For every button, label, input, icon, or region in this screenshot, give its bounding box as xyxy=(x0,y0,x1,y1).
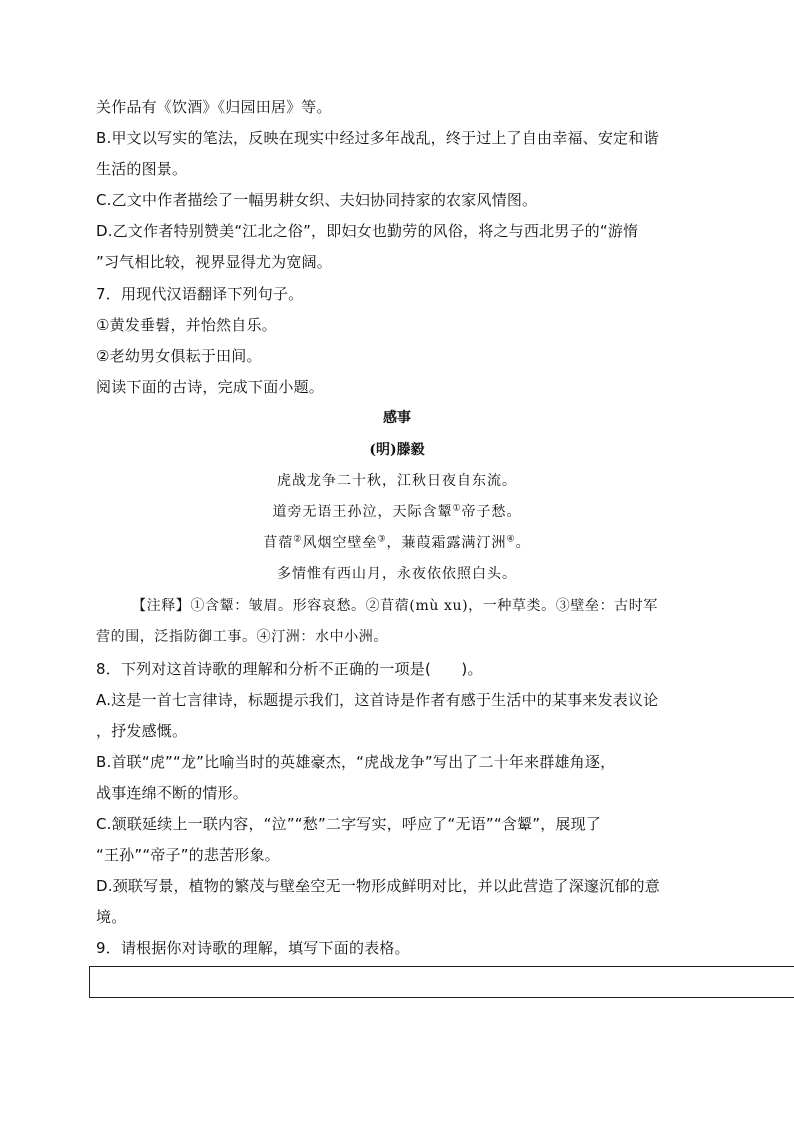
q8-option-c-line-2: “王孙”“帝子”的悲苦形象。 xyxy=(96,846,280,864)
q8-option-a-line-1: A.这是一首七言律诗，标题提示我们，这首诗是作者有感于生活中的某事来发表议论 xyxy=(96,691,659,709)
q8-option-b-line-1: B.首联“虎”“龙”比喻当时的英雄豪杰，“虎战龙争”写出了二十年来群雄角逐， xyxy=(96,753,616,771)
q8-option-a-line-2: ，抒发感慨。 xyxy=(96,722,188,740)
poem-author: (明)滕毅 xyxy=(369,442,425,458)
poem-line-3 xyxy=(0,533,794,553)
poem-text: 帝子愁。 xyxy=(461,504,522,520)
reading-instruction: 阅读下面的古诗，完成下面小题。 xyxy=(96,378,325,396)
note-marker-2: ② xyxy=(293,534,303,545)
option-d-line-1: D.乙文作者特别赞美“江北之俗”，即妇女也勤劳的风俗，将之与西北男子的“游惰 xyxy=(96,222,639,240)
option-d-line-2: ”习气相比较，视界显得尤为宽阔。 xyxy=(96,253,332,271)
note-marker-4: ④ xyxy=(506,534,516,545)
poem-text: ，蒹葭霜露满汀洲 xyxy=(386,535,507,551)
question-7-item-2: ②老幼男女俱耘于田间。 xyxy=(96,347,262,365)
answer-table xyxy=(89,966,794,998)
option-b-line-1: B.甲文以写实的笔法，反映在现实中经过多年战乱，终于过上了自由幸福、安定和谐 xyxy=(96,129,659,147)
question-7: 7．用现代汉语翻译下列句子。 xyxy=(96,285,304,303)
note-marker-1: ① xyxy=(452,503,462,514)
option-b-line-2: 生活的图景。 xyxy=(96,160,188,178)
q8-option-d-line-1: D.颈联写景，植物的繁茂与壁垒空无一物形成鲜明对比，并以此营造了深邃沉郁的意 xyxy=(96,877,660,895)
note-marker-3: ③ xyxy=(377,534,387,545)
question-9: 9．请根据你对诗歌的理解，填写下面的表格。 xyxy=(96,939,410,957)
poem-text: 苜蓿 xyxy=(263,535,294,551)
q8-option-d-line-2: 境。 xyxy=(96,908,127,926)
question-8: 8．下列对这首诗歌的理解和分析不正确的一项是( )。 xyxy=(96,660,483,678)
annotation-line-2: 营的围，泛指防御工事。④汀洲：水中小洲。 xyxy=(96,629,388,645)
question-7-item-1: ①黄发垂髫，并怡然自乐。 xyxy=(96,316,277,334)
poem-text: 风烟空壁垒 xyxy=(302,535,378,551)
q8-option-b-line-2: 战事连绵不断的情形。 xyxy=(96,784,249,802)
poem-line-1: 虎战龙争二十秋，江秋日夜自东流。 xyxy=(277,473,517,489)
poem-line-2 xyxy=(0,502,794,522)
poem-text: 。 xyxy=(515,535,531,551)
text-line: 关作品有《饮酒》《归园田居》等。 xyxy=(96,98,332,116)
annotation-line-1: 【注释】①含颦：皱眉。形容哀愁。②苜蓿(mù xu)，一种草类。③壁垒：古时军 xyxy=(132,598,658,614)
poem-title: 感事 xyxy=(383,410,411,426)
poem-text: 道旁无语王孙泣，天际含颦 xyxy=(272,504,453,520)
poem-line-4: 多情惟有西山月，永夜依依照白头。 xyxy=(277,566,517,582)
q8-option-c-line-1: C.颔联延续上一联内容，“泣”“愁”二字写实，呼应了“无语”“含颦”，展现了 xyxy=(96,815,602,833)
option-c-line: C.乙文中作者描绘了一幅男耕女织、夫妇协同持家的农家风情图。 xyxy=(96,191,538,209)
